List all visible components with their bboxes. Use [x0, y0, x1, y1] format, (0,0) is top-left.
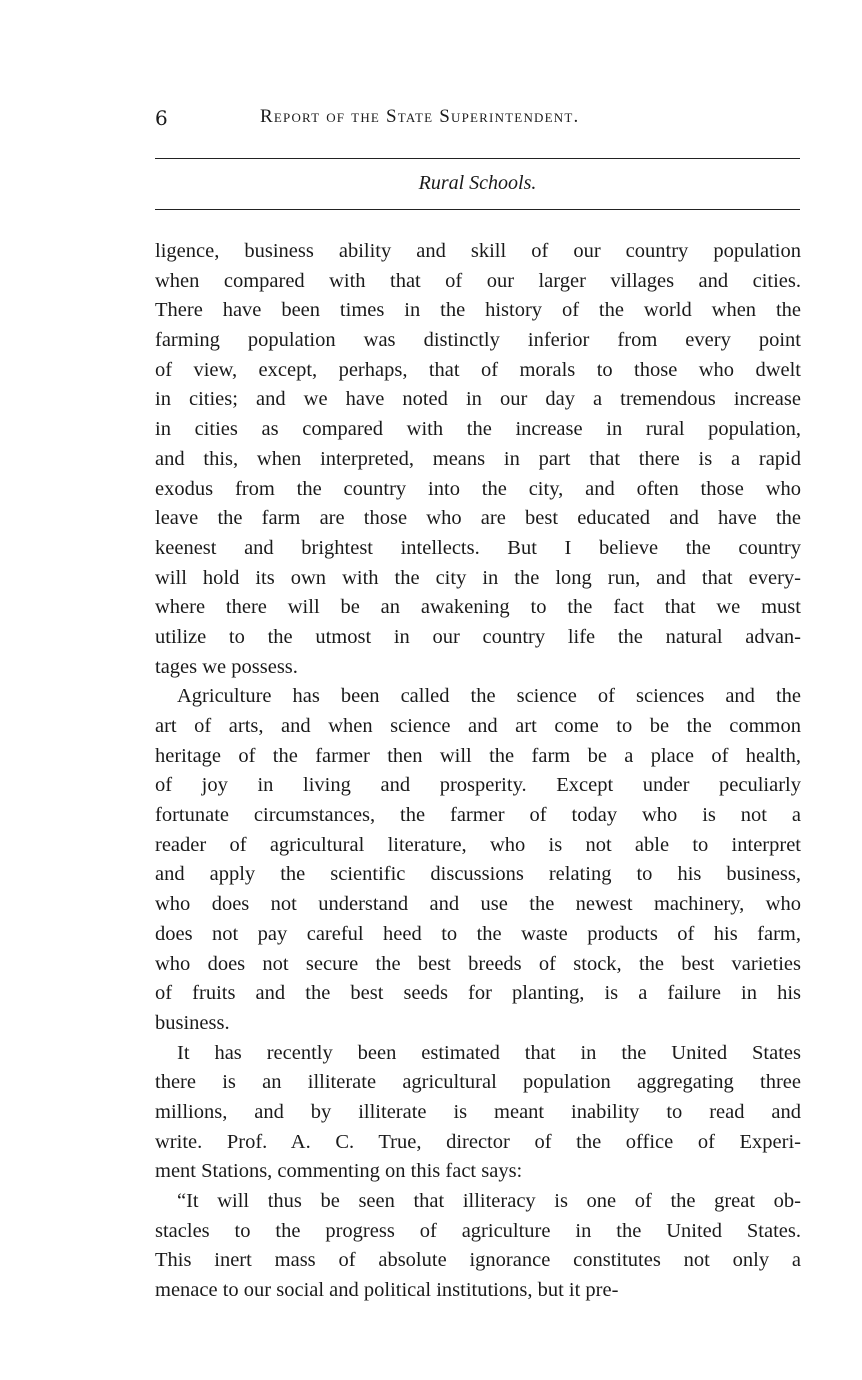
text-line: in cities as compared with the increase in rural population,	[155, 418, 801, 441]
text-line: who does not understand and use the newest machinery, who	[155, 893, 801, 916]
text-line: utilize to the utmost in our country life the natural advan-	[155, 625, 801, 648]
text-line: Agriculture has been called the science of sciences and the	[177, 685, 801, 708]
page-number: 6	[155, 106, 169, 130]
header-rule-bottom	[155, 209, 800, 210]
text-line: reader of agricultural literature, who is not able to interpret	[155, 833, 801, 856]
text-line: keenest and brightest intellects. But I believe the country	[155, 536, 801, 559]
paragraph	[155, 1187, 801, 1306]
text-line: ligence, business ability and skill of our country population	[155, 240, 801, 262]
text-line: when compared with that of our larger villages and cities.	[155, 269, 801, 292]
text-line: art of arts, and when science and art come to be the common	[155, 715, 801, 737]
text-line: write. Prof. A. C. True, director of the office of Experi-	[155, 1130, 801, 1153]
text-line: tages we possess.	[155, 655, 298, 678]
page-header	[155, 100, 800, 134]
text-line: of view, except, perhaps, that of morals to those who dwelt	[155, 358, 801, 381]
text-line: and apply the scientific discussions relating to his business,	[155, 863, 801, 886]
text-line: and this, when interpreted, means in part that there is a rapid	[155, 447, 801, 470]
section-title: Rural Schools.	[418, 172, 537, 194]
paragraph	[155, 682, 801, 1038]
text-line: exodus from the country into the city, and often those who	[155, 477, 801, 500]
text-line: It has recently been estimated that in the United States	[177, 1041, 801, 1064]
header-rule-top	[155, 158, 800, 159]
text-line: menace to our social and political institutions, but it pre-	[155, 1279, 619, 1302]
text-line: There have been times in the history of the world when the	[155, 299, 801, 322]
text-line: “It will thus be seen that illiteracy is one of the great ob-	[177, 1190, 801, 1212]
running-head: Report of the State Superintendent.	[260, 106, 580, 127]
text-line: leave the farm are those who are best educated and have the	[155, 507, 801, 530]
text-line: where there will be an awakening to the fact that we must	[155, 596, 801, 619]
text-line: farming population was distinctly inferior from every point	[155, 329, 801, 352]
text-line: who does not secure the best breeds of stock, the best varieties	[155, 952, 801, 975]
text-line: millions, and by illiterate is meant inability to read and	[155, 1100, 801, 1123]
paragraph	[155, 1039, 801, 1187]
text-line: This inert mass of absolute ignorance constitutes not only a	[155, 1249, 801, 1272]
text-line: of fruits and the best seeds for planting, is a failure in his	[155, 982, 801, 1005]
text-line: ment Stations, commenting on this fact says:	[155, 1160, 523, 1183]
text-line: business.	[155, 1011, 230, 1034]
paragraph	[155, 237, 801, 682]
text-line: there is an illiterate agricultural population aggregating three	[155, 1071, 801, 1094]
text-line: in cities; and we have noted in our day a tremendous increase	[155, 388, 801, 411]
text-line: fortunate circumstances, the farmer of today who is not a	[155, 804, 801, 827]
text-line: does not pay careful heed to the waste products of his farm,	[155, 922, 801, 945]
text-line: will hold its own with the city in the long run, and that every-	[155, 566, 801, 589]
body-text	[155, 237, 801, 1306]
text-line: heritage of the farmer then will the farm be a place of health,	[155, 744, 801, 767]
text-line: of joy in living and prosperity. Except under peculiarly	[155, 774, 801, 797]
text-line: stacles to the progress of agriculture in the United States.	[155, 1219, 801, 1242]
